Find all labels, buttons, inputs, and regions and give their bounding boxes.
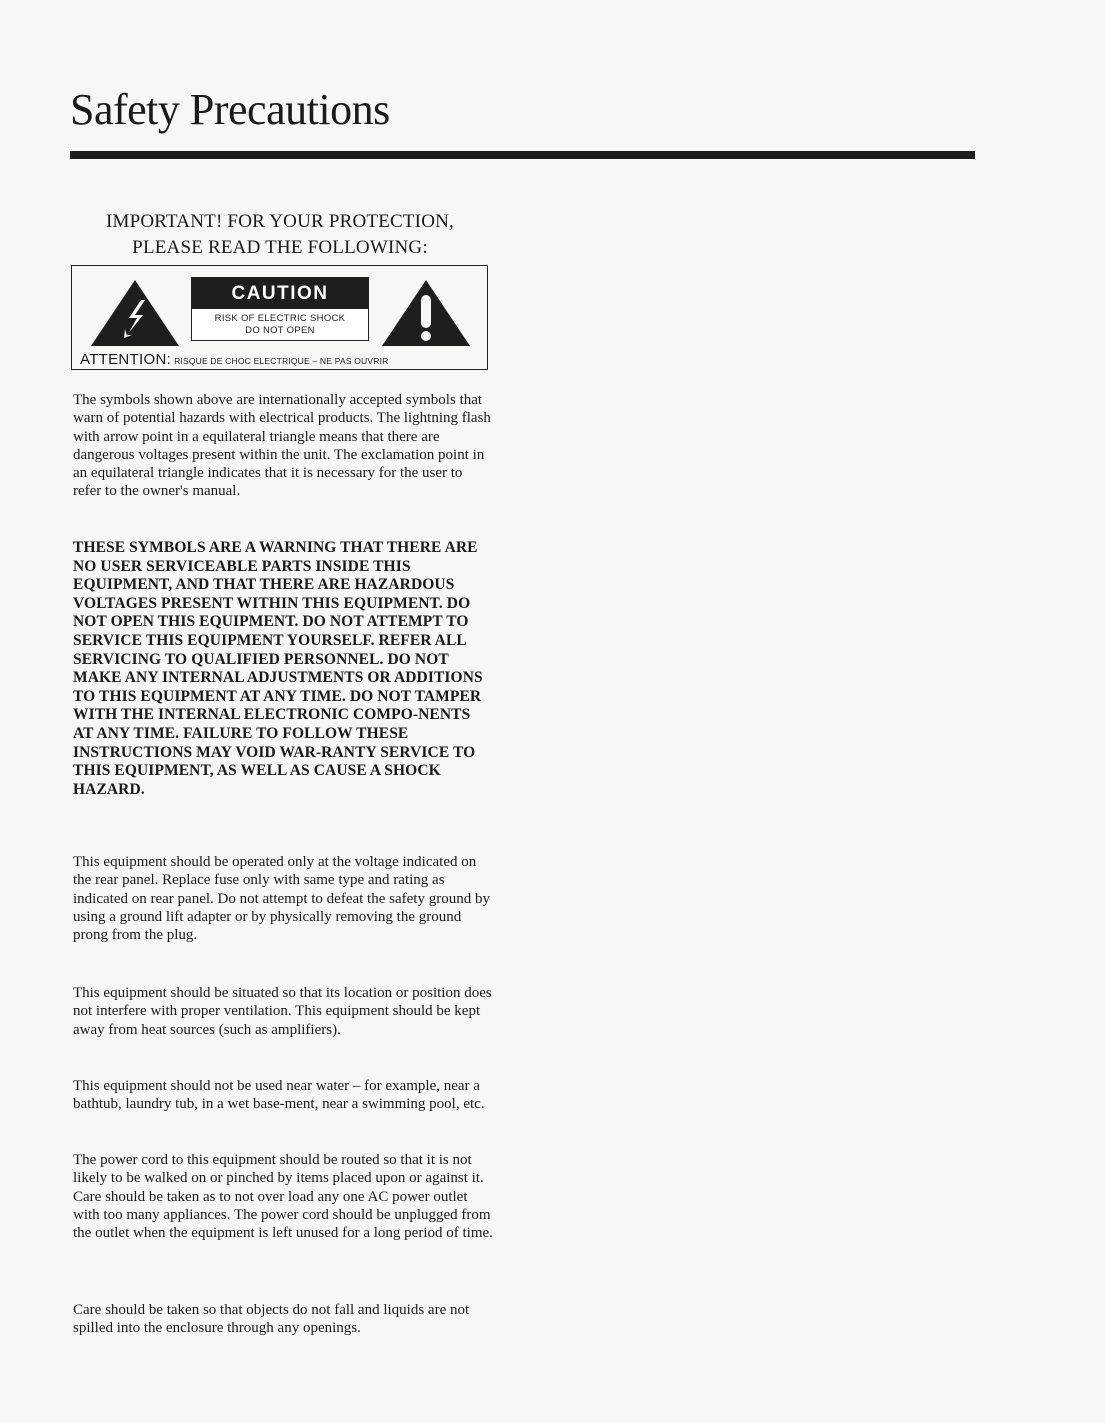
- caution-line-2: DO NOT OPEN: [245, 325, 315, 336]
- lightning-triangle-icon: [89, 278, 181, 348]
- voltage-paragraph: This equipment should be operated only at the voltage indicated on the rear panel. Replace fuse only with same type and rating as indicated on rear panel. Do not attempt to defeat the safety ground by using a ground lift adapter or by physically removing the ground prong from the plug.: [73, 854, 490, 944]
- exclamation-triangle-icon: [380, 278, 472, 348]
- attention-text: RISQUE DE CHOC ELECTRIQUE – NE PAS OUVRIR: [174, 356, 389, 366]
- caution-label: [191, 277, 369, 341]
- objects-paragraph: Care should be taken so that objects do not fall and liquids are not spilled into the enclosure through any openings.: [73, 1302, 470, 1337]
- attention-word: ATTENTION:: [80, 351, 172, 368]
- important-notice-line-2: PLEASE READ THE FOLLOWING:: [132, 237, 428, 258]
- important-notice-line-1: IMPORTANT! FOR YOUR PROTECTION,: [105, 211, 454, 232]
- important-notice: [70, 209, 490, 261]
- attention-line: [80, 351, 389, 369]
- power-cord-paragraph: The power cord to this equipment should be routed so that it is not likely to be walked on or pinched by items placed upon or against it. Care should be taken as to not over load any one AC power outlet with too many appliances. The power cord should be unplugged from the outlet when the equipment is left unused for a long period of time.: [73, 1152, 493, 1242]
- title-rule: [70, 151, 975, 159]
- caution-box: [71, 265, 488, 370]
- water-paragraph: This equipment should not be used near water – for example, near a bathtub, laundry tub, in a wet base-ment, near a swimming pool, etc.: [73, 1078, 485, 1113]
- symbols-paragraph: The symbols shown above are internationally accepted symbols that warn of potential hazards with electrical products. The lightning flash with arrow point in a equilateral triangle means that there are dangerous voltages present within the unit. The exclamation point in an equilateral triangle indicates that it is necessary for the user to refer to the owner's manual.: [73, 392, 491, 500]
- caution-banner: CAUTION: [192, 278, 368, 309]
- warning-paragraph: THESE SYMBOLS ARE A WARNING THAT THERE ARE NO USER SERVICEABLE PARTS INSIDE THIS EQUIPMENT, AND THAT THERE ARE HAZARDOUS VOLTAGES PRESENT WITHIN THIS EQUIPMENT. DO NOT OPEN THIS EQUIPMENT. DO NOT ATTEMPT TO SERVICE THIS EQUIPMENT YOURSELF. REFER ALL SERVICING TO QUALIFIED PERSONNEL. DO NOT MAKE ANY INTERNAL ADJUSTMENTS OR ADDITIONS TO THIS EQUIPMENT AT ANY TIME. DO NOT TAMPER WITH THE INTERNAL ELECTRONIC COMPO-NENTS AT ANY TIME. FAILURE TO FOLLOW THESE INSTRUCTIONS MAY VOID WAR-RANTY SERVICE TO THIS EQUIPMENT, AS WELL AS CAUSE A SHOCK HAZARD.: [73, 539, 483, 798]
- ventilation-paragraph: This equipment should be situated so that its location or position does not interfere with proper ventilation. This equipment should be kept away from heat sources (such as amplifiers).: [73, 985, 492, 1038]
- page-title: Safety Precautions: [70, 85, 390, 134]
- caution-line-1: RISK OF ELECTRIC SHOCK: [214, 313, 346, 324]
